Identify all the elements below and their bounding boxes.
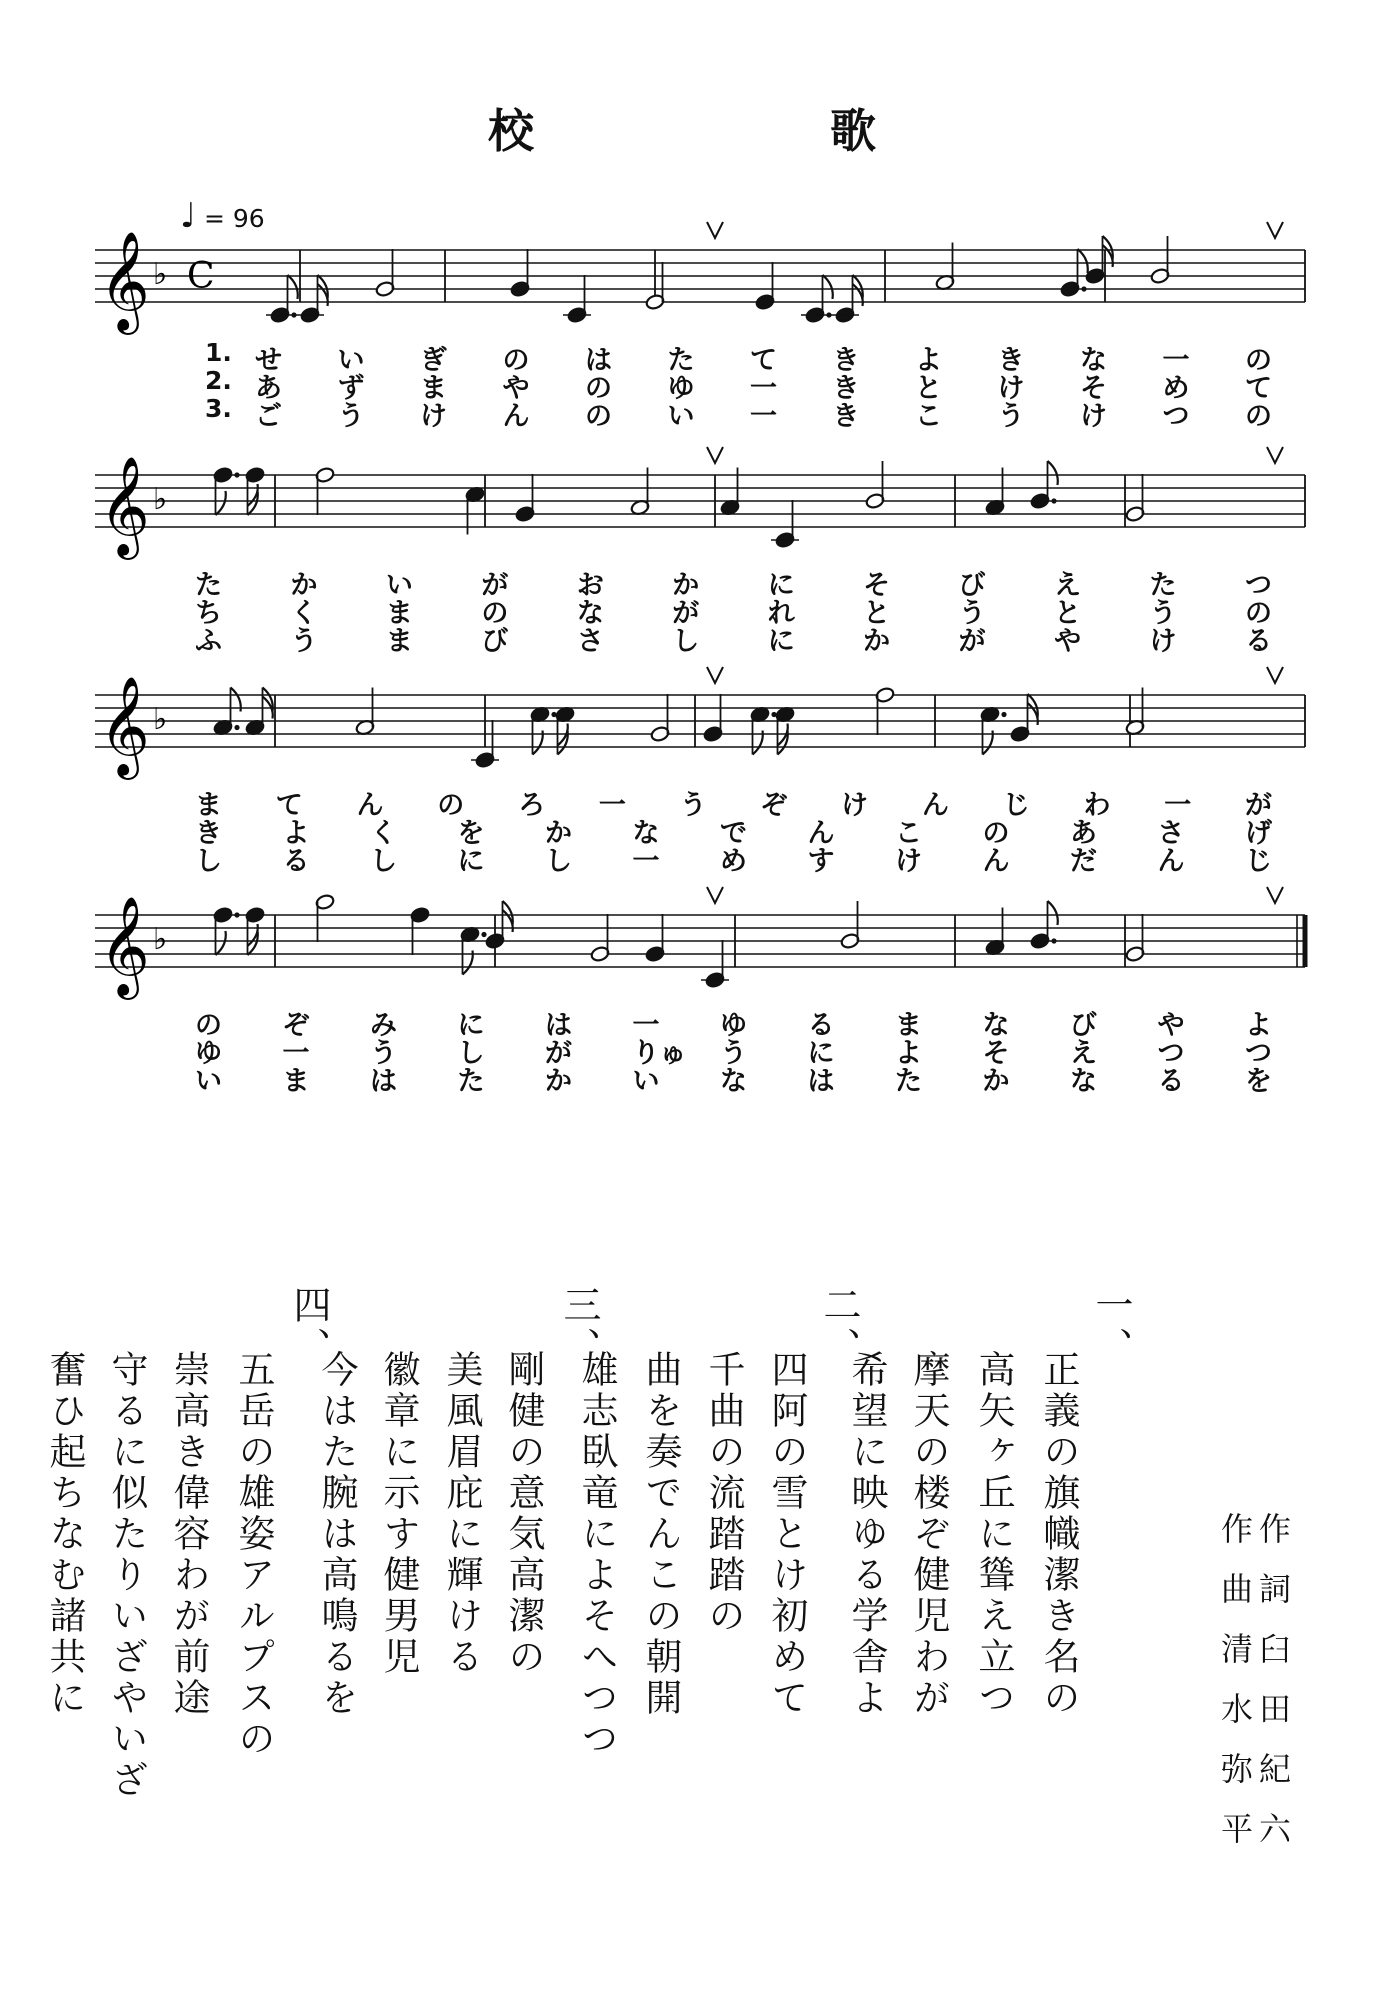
lyric-syllable: や: [1157, 1010, 1185, 1041]
lyric-syllable: を: [457, 818, 485, 849]
lyric-syllable: う: [370, 1038, 397, 1069]
verse-line: 高矢ヶ丘に聳え立つ: [972, 1350, 1015, 1719]
lyric-syllable: い: [632, 1066, 660, 1097]
note-flag: [288, 275, 298, 299]
lyric-syllable: ま: [195, 790, 222, 821]
lyric-syllable: に: [457, 846, 485, 877]
lyric-syllable: え: [1070, 1038, 1097, 1069]
lyric-syllable: う: [1149, 598, 1177, 629]
lyric-syllable: ろ: [518, 790, 546, 821]
lyric-syllable: ん: [1157, 846, 1185, 877]
lyric-row: [95, 394, 1305, 432]
lyric-syllable: て: [750, 345, 777, 376]
verse-line: 正義の旗幟潔き名の: [1037, 1350, 1080, 1719]
verse-line: 雄志臥竜によそへつつ: [575, 1350, 618, 1760]
lyric-syllable: ま: [420, 373, 447, 404]
lyric-syllable: の: [585, 401, 612, 432]
lyric-syllable: あ: [1070, 818, 1097, 849]
verse-line: 徽章に示す健男児: [377, 1350, 420, 1678]
lyric-syllable: き: [832, 373, 860, 404]
verse-line: 千曲の流踏踏の: [702, 1350, 745, 1637]
lyric-syllable: の: [585, 373, 612, 404]
lyric-syllable: し: [457, 1038, 485, 1069]
breath-mark: [707, 667, 723, 683]
verse-line: 崇高き偉容わが前途: [167, 1350, 210, 1719]
lyric-syllable: ぞ: [760, 790, 788, 821]
lyric-syllable: や: [1054, 626, 1082, 657]
lyric-syllable: け: [997, 373, 1025, 404]
verse-line: 今はた腕は高鳴るを: [315, 1350, 358, 1719]
lyric-syllable: け: [1149, 626, 1177, 657]
note-flag: [1048, 901, 1058, 925]
lyric-syllable: う: [290, 626, 318, 657]
lyric-row: [95, 1059, 1305, 1097]
lyric-syllable: と: [915, 373, 942, 404]
breath-mark: [707, 447, 723, 463]
lyric-syllable: 一: [1164, 790, 1192, 821]
lyric-row: [95, 619, 1305, 657]
lyric-syllable: く: [370, 818, 397, 849]
verse-line: 曲を奏でんこの朝開: [639, 1350, 682, 1719]
lyric-syllable: そ: [1080, 373, 1107, 404]
flat-key-signature-icon: ♭: [153, 482, 168, 517]
lyric-syllable: う: [958, 598, 986, 629]
lyric-syllable: ん: [921, 790, 949, 821]
lyric-syllable: き: [195, 818, 222, 849]
lyric-syllable: う: [720, 1038, 747, 1069]
breath-mark: [1267, 222, 1283, 238]
staff-system-1: [95, 210, 1305, 440]
lyric-syllable: ん: [807, 818, 835, 849]
lyric-syllable: 一: [1162, 345, 1190, 376]
tempo-value: = 96: [204, 204, 265, 233]
augmentation-dot: [1051, 498, 1056, 503]
verse-line: 守るに似たりいざやいざ: [105, 1350, 148, 1801]
lyric-syllable: ぞ: [282, 1010, 310, 1041]
note-flag: [1048, 461, 1058, 485]
lyric-syllable: の: [481, 598, 509, 629]
lyric-row: [95, 839, 1305, 877]
lyric-syllable: か: [982, 1066, 1010, 1097]
lyric-syllable: ゆ: [667, 373, 695, 404]
augmentation-dot: [481, 932, 486, 937]
lyric-syllable: の: [502, 345, 530, 376]
song-title: [0, 95, 1373, 158]
lyric-syllable: そ: [863, 570, 891, 601]
treble-clef-icon: 𝄞: [99, 896, 150, 996]
lyric-syllable: の: [1245, 598, 1272, 629]
lyric-syllable: る: [1245, 626, 1272, 657]
lyric-syllable: に: [457, 1010, 485, 1041]
lyric-syllable: ず: [337, 373, 365, 404]
flat-key-signature-icon: ♭: [153, 702, 168, 737]
lyric-syllable: ご: [255, 401, 282, 432]
lyric-syllable: ち: [195, 598, 222, 629]
note-flag: [216, 491, 226, 515]
lyric-syllable: に: [767, 626, 795, 657]
lyric-syllable: け: [895, 846, 922, 877]
lyric-syllable: そ: [982, 1038, 1010, 1069]
lyric-syllable: し: [672, 626, 700, 657]
composer-credit: [1212, 1512, 1258, 1872]
lyric-syllable: え: [1054, 570, 1082, 601]
verse-line: 摩天の楼ぞ健児わが: [907, 1350, 950, 1719]
lyric-syllable: よ: [895, 1038, 922, 1069]
lyric-syllable: た: [667, 345, 695, 376]
lyric-syllable: ま: [385, 598, 413, 629]
lyric-syllable: く: [290, 598, 318, 629]
augmentation-dot: [234, 472, 239, 477]
verse-label: 一、: [1089, 1285, 1133, 1369]
verse-line: 奮ひ起ちなむ諸共に: [43, 1350, 86, 1719]
lyric-syllable: は: [585, 345, 612, 376]
lyric-syllable: き: [832, 401, 860, 432]
lyric-syllable: の: [1245, 345, 1272, 376]
verse-line: 五岳の雄姿アルプスの: [232, 1350, 275, 1760]
lyric-syllable: な: [982, 1010, 1010, 1041]
lyric-syllable: れ: [767, 598, 795, 629]
lyric-syllable: の: [1245, 401, 1272, 432]
staff-system-2: [95, 435, 1305, 665]
lyric-syllable: お: [576, 570, 604, 601]
verse-number: 2.: [205, 366, 232, 395]
note-flag: [1078, 249, 1088, 273]
title-char-1: 校: [488, 104, 534, 158]
note-flag: [216, 931, 226, 955]
lyric-syllable: な: [576, 598, 604, 629]
breath-mark: [707, 222, 723, 238]
lyric-syllable: さ: [576, 626, 604, 657]
lyric-syllable: を: [1245, 1066, 1272, 1097]
lyricist-name: 臼田紀六: [1254, 1632, 1292, 1872]
verse-number: 3.: [205, 394, 232, 423]
verse-label: 二、: [817, 1285, 861, 1369]
lyric-syllable: げ: [1245, 818, 1272, 849]
treble-clef-icon: 𝄞: [99, 231, 150, 331]
lyric-syllable: が: [481, 570, 509, 601]
lyric-syllable: ふ: [195, 626, 222, 657]
lyric-syllable: と: [863, 598, 891, 629]
composer-name: 清水弥平: [1216, 1632, 1254, 1872]
lyric-syllable: が: [1245, 790, 1272, 821]
verse-line: 美風眉庇に輝ける: [440, 1350, 483, 1678]
lyric-syllable: め: [720, 846, 747, 877]
lyric-syllable: の: [195, 1010, 222, 1041]
augmentation-dot: [234, 912, 239, 917]
lyric-syllable: し: [545, 846, 572, 877]
lyrics-label: 作詞: [1254, 1512, 1292, 1632]
lyric-syllable: う: [337, 401, 365, 432]
lyric-syllable: よ: [1245, 1010, 1272, 1041]
augmentation-dot: [1051, 938, 1056, 943]
lyric-syllable: せ: [255, 345, 282, 376]
lyric-syllable: つ: [1245, 1038, 1272, 1069]
lyric-syllable: た: [895, 1066, 922, 1097]
lyric-syllable: は: [807, 1066, 835, 1097]
treble-clef-icon: 𝄞: [99, 676, 150, 776]
lyric-syllable: が: [958, 626, 986, 657]
lyric-syllable: つ: [1157, 1038, 1185, 1069]
lyric-syllable: こ: [915, 401, 942, 432]
lyric-syllable: け: [420, 401, 447, 432]
breath-mark: [1267, 667, 1283, 683]
lyric-syllable: が: [672, 598, 700, 629]
lyric-syllable: か: [290, 570, 318, 601]
lyric-syllable: の: [437, 790, 465, 821]
staff-system-3: [95, 655, 1305, 885]
lyric-syllable: に: [807, 1038, 835, 1069]
lyric-syllable: と: [1054, 598, 1082, 629]
lyric-syllable: 一: [750, 373, 777, 404]
lyric-syllable: は: [370, 1066, 397, 1097]
lyric-syllable: な: [1070, 1066, 1097, 1097]
verse-label: 四、: [287, 1285, 331, 1369]
lyric-syllable: て: [1245, 373, 1272, 404]
lyric-syllable: て: [275, 790, 303, 821]
lyric-syllable: 一: [632, 1010, 660, 1041]
lyric-syllable: だ: [1070, 846, 1097, 877]
breath-mark: [707, 887, 723, 903]
lyric-syllable: い: [667, 401, 695, 432]
lyric-syllable: ん: [502, 401, 530, 432]
lyric-syllable: う: [997, 401, 1025, 432]
lyric-syllable: び: [1070, 1010, 1097, 1041]
lyric-syllable: る: [807, 1010, 835, 1041]
verse-number: 1.: [205, 338, 232, 367]
lyric-syllable: 一: [750, 401, 777, 432]
lyric-syllable: か: [545, 818, 572, 849]
lyric-syllable: び: [481, 626, 509, 657]
augmentation-dot: [1081, 286, 1086, 291]
lyric-syllable: か: [545, 1066, 572, 1097]
lyric-syllable: ま: [282, 1066, 310, 1097]
lyric-syllable: つ: [1245, 570, 1272, 601]
music-label: 作曲: [1216, 1512, 1254, 1632]
lyric-syllable: ん: [982, 846, 1010, 877]
lyric-syllable: りゅ: [632, 1038, 687, 1069]
augmentation-dot: [234, 725, 239, 730]
lyric-syllable: 一: [632, 846, 660, 877]
lyric-syllable: め: [1162, 373, 1190, 404]
lyric-syllable: み: [370, 1010, 397, 1041]
augmentation-dot: [1001, 712, 1006, 717]
lyric-syllable: ま: [385, 626, 413, 657]
lyric-syllable: ゆ: [195, 1038, 222, 1069]
lyric-syllable: い: [337, 345, 365, 376]
lyric-syllable: き: [832, 345, 860, 376]
lyric-syllable: う: [679, 790, 707, 821]
lyric-syllable: た: [195, 570, 222, 601]
lyric-syllable: の: [982, 818, 1010, 849]
breath-mark: [1267, 447, 1283, 463]
lyric-syllable: な: [720, 1066, 747, 1097]
lyric-syllable: つ: [1162, 401, 1190, 432]
verse-line: 希望に映ゆる学舎よ: [845, 1350, 888, 1719]
lyric-syllable: ぎ: [420, 345, 447, 376]
lyric-syllable: が: [545, 1038, 572, 1069]
lyric-syllable: や: [502, 373, 530, 404]
flat-key-signature-icon: ♭: [153, 922, 168, 957]
lyric-syllable: で: [720, 818, 747, 849]
lyric-syllable: す: [807, 846, 835, 877]
lyric-syllable: は: [545, 1010, 572, 1041]
lyric-syllable: ゆ: [720, 1010, 747, 1041]
note-flag: [823, 275, 833, 299]
title-char-2: 歌: [830, 104, 876, 158]
verse-line: 四阿の雪とけ初めて: [765, 1350, 808, 1719]
lyric-syllable: 一: [598, 790, 626, 821]
lyric-syllable: た: [1149, 570, 1177, 601]
lyric-syllable: し: [370, 846, 397, 877]
lyric-syllable: な: [632, 818, 660, 849]
lyric-syllable: ん: [356, 790, 384, 821]
lyric-syllable: び: [958, 570, 986, 601]
lyric-syllable: こ: [895, 818, 922, 849]
staff-system-4: [95, 875, 1305, 1105]
lyric-syllable: る: [1157, 1066, 1185, 1097]
verse-label: 三、: [557, 1285, 601, 1369]
lyric-syllable: よ: [282, 818, 310, 849]
lyric-syllable: た: [457, 1066, 485, 1097]
lyric-syllable: さ: [1157, 818, 1185, 849]
lyric-syllable: い: [195, 1066, 222, 1097]
lyric-syllable: き: [997, 345, 1025, 376]
lyric-syllable: け: [841, 790, 869, 821]
lyric-syllable: 一: [282, 1038, 310, 1069]
lyric-syllable: よ: [915, 345, 942, 376]
verse-line: 剛健の意気高潔の: [502, 1350, 545, 1678]
lyric-syllable: わ: [1083, 790, 1111, 821]
lyric-syllable: る: [282, 846, 310, 877]
common-time-signature: C: [187, 256, 215, 297]
lyric-syllable: か: [672, 570, 700, 601]
lyric-syllable: に: [767, 570, 795, 601]
lyric-syllable: い: [385, 570, 413, 601]
lyric-syllable: し: [195, 846, 222, 877]
lyric-syllable: あ: [255, 373, 282, 404]
lyric-syllable: な: [1080, 345, 1107, 376]
lyric-syllable: か: [863, 626, 891, 657]
lyric-syllable: け: [1080, 401, 1107, 432]
breath-mark: [1267, 887, 1283, 903]
lyric-syllable: じ: [1002, 790, 1030, 821]
quarter-note-icon: ♩: [180, 196, 197, 236]
lyric-syllable: ま: [895, 1010, 922, 1041]
lyric-syllable: じ: [1245, 846, 1272, 877]
flat-key-signature-icon: ♭: [153, 257, 168, 292]
treble-clef-icon: 𝄞: [99, 456, 150, 556]
